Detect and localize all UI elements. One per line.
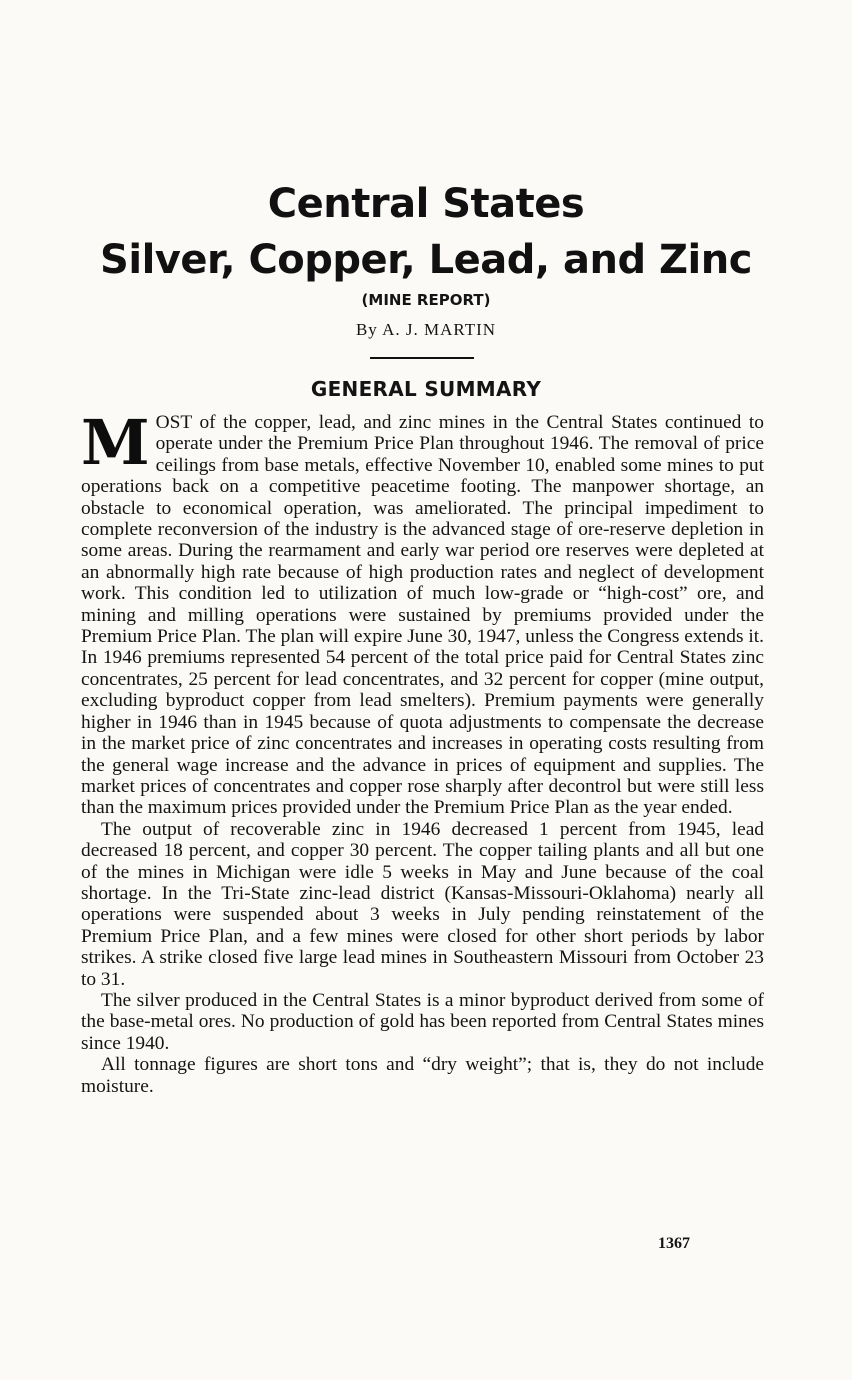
section-heading: GENERAL SUMMARY [310, 377, 542, 401]
drop-cap: M [81, 406, 150, 479]
title-line-2: Silver, Copper, Lead, and Zinc [100, 237, 752, 283]
report-subtitle: (MINE REPORT) [361, 291, 491, 309]
title-line-1: Central States [267, 181, 585, 227]
title-divider [370, 357, 474, 359]
author-byline: By A. J. MARTIN [355, 320, 497, 339]
page-number: 1367 [658, 1235, 690, 1252]
paragraph-3: The silver produced in the Central States is a minor byproduct derived from some of the base-metal ores. No production of gold has been reported from Central States mines since 1940. [81, 989, 764, 1054]
paragraph-1 [81, 406, 764, 819]
paragraph-1-text: OST of the copper, lead, and zinc mines in the Central States continued to operate under the Premium Price Plan throughout 1946. The removal of price ceilings from base metals, effective November 10, enabled some mines to put operations back on a competitive peacetime footing. The manpower shortage, an obstacle to economical operation, was ameliorated. The principal impediment to complete reconversion of the industry is the advanced stage of ore-reserve depletion in some areas. During the rearmament and early war period ore reserves were depleted at an abnormally high rate because of high production rates and neglect of development work. This condition led to utilization of much low-grade or “high-cost” ore, and mining and milling operations were sustained by premiums provided under the Premium Price Plan. The plan will expire June 30, 1947, unless the Congress extends it. In 1946 premiums represented 54 percent of the total price paid for Central States zinc concentrates, 25 percent for lead concentrates, and 32 percent for copper (mine output, excluding byproduct copper from lead smelters). Premium payments were generally higher in 1946 than in 1945 because of quota adjustments to compensate the decrease in the market price of zinc concentrates and increases in operating costs resulting from the general wage increase and the advance in prices of equipment and supplies. The market prices of concentrates and copper rose sharply after decontrol but were still less than the maximum prices provided under the Premium Price Plan as the year ended. [81, 412, 764, 819]
paragraph-4: All tonnage figures are short tons and “dry weight”; that is, they do not include moisture. [81, 1054, 764, 1097]
article-body [81, 406, 764, 1097]
paragraph-2: The output of recoverable zinc in 1946 decreased 1 percent from 1945, lead decreased 18 percent, and copper 30 percent. The copper tailing plants and all but one of the mines in Michigan were idle 5 weeks in May and June because of the coal shortage. In the Tri-State zinc-lead district (Kansas-Missouri-Oklahoma) nearly all operations were suspended about 3 weeks in July pending reinstatement of the Premium Price Plan, and a few mines were closed for other short periods by labor strikes. A strike closed five large lead mines in Southeastern Missouri from October 23 to 31. [81, 818, 764, 990]
